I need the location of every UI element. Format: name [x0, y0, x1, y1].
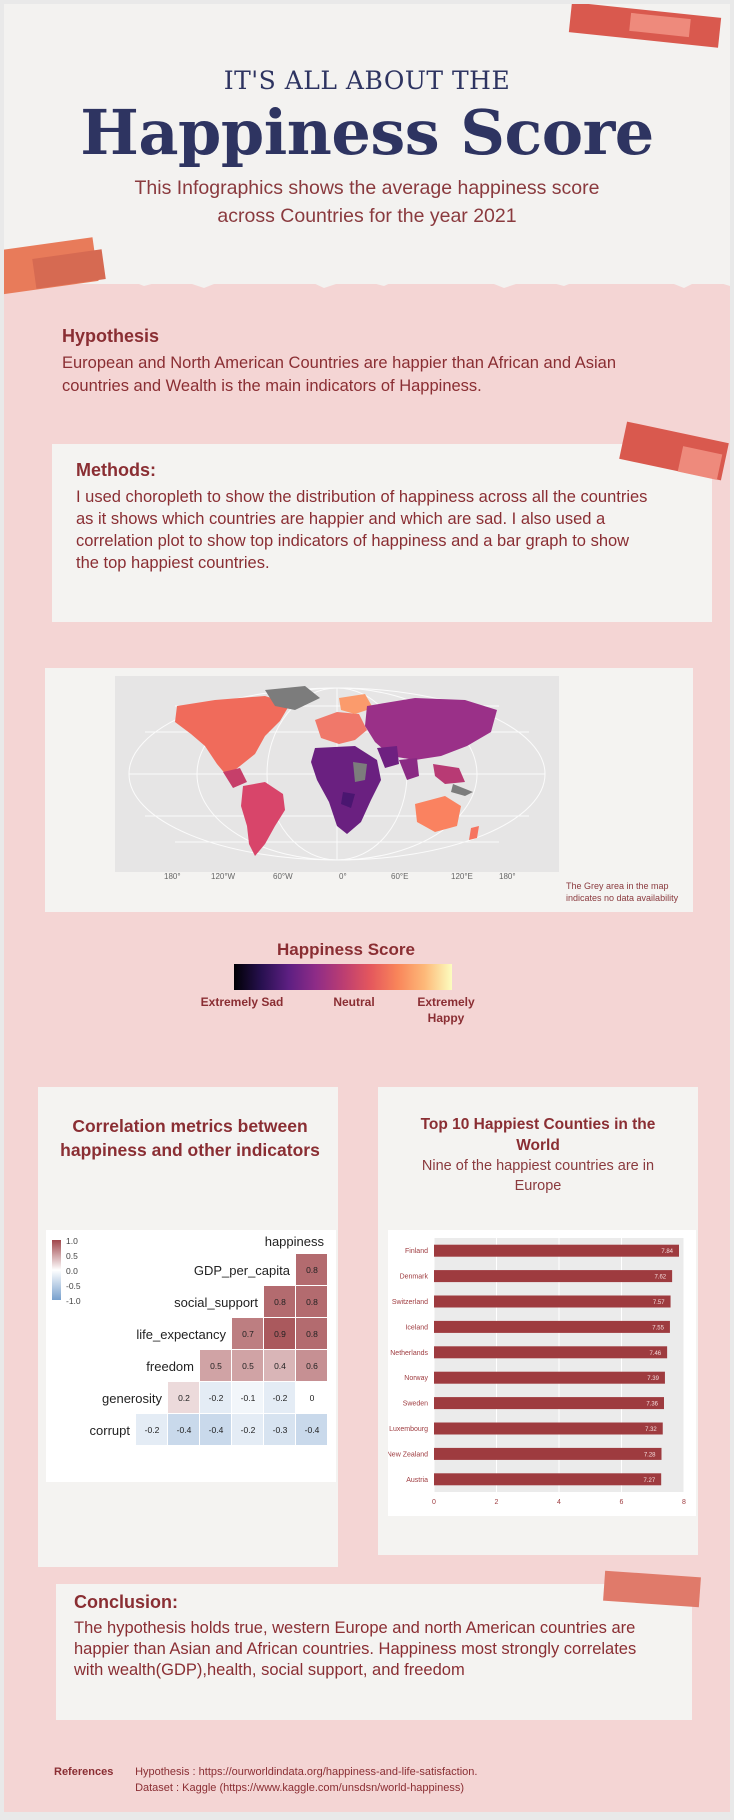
category-label: Luxembourg [389, 1426, 428, 1433]
torn-paper-edge [4, 266, 730, 300]
correlation-title: Correlation metrics between happiness and other indicators [60, 1116, 320, 1160]
legend-high-label: Extremely Happy [417, 995, 475, 1025]
references-block [54, 1764, 477, 1796]
longitude-tick: 60°E [391, 872, 409, 881]
heatmap-cell-value: -0.4 [208, 1425, 224, 1435]
category-label: Iceland [405, 1324, 428, 1332]
heatmap-cell-value: 0.8 [306, 1265, 318, 1275]
x-tick-label: 2 [494, 1499, 499, 1506]
bar-value-label: 7.28 [643, 1452, 656, 1459]
color-scale-bar [234, 964, 452, 990]
longitude-tick: 0° [339, 872, 347, 881]
heatmap-cell-value: -0.2 [272, 1393, 288, 1403]
longitude-tick: 120°W [211, 872, 236, 881]
heatmap-cell-value: -0.4 [304, 1425, 320, 1435]
variable-label: happiness [264, 1234, 324, 1249]
methods-heading: Methods: [76, 460, 156, 480]
heatmap-cell-value: 0.7 [242, 1329, 254, 1339]
category-label: Switzerland [391, 1299, 428, 1306]
longitude-tick: 180° [499, 872, 516, 881]
bar-value-label: 7.27 [643, 1477, 656, 1484]
correlation-color-scale [52, 1240, 61, 1300]
conclusion-body: The hypothesis holds true, western Europe and north American countries are happier than Asian and African countries. Happiness most strongly correlates with wealth(GDP),health, social support, and freedom [74, 1619, 637, 1679]
map-note: The Grey area in the map indicates no data availability [566, 881, 679, 903]
bar [434, 1346, 667, 1358]
scale-tick-label: 1.0 [66, 1236, 78, 1246]
x-tick-label: 6 [619, 1499, 624, 1506]
heatmap-cell-value: 0.8 [306, 1329, 318, 1339]
hypothesis-body: European and North American Countries are happier than African and Asian countries and Wealth is the main indicators of Happiness. [62, 354, 617, 395]
heatmap-cell-value: 0.4 [274, 1361, 286, 1371]
x-tick-label: 0 [432, 1499, 436, 1506]
bar-chart-plot [388, 1230, 696, 1516]
bar-value-label: 7.46 [649, 1350, 662, 1357]
world-map-svg [115, 676, 559, 872]
heatmap-cell-value: 0.5 [210, 1361, 222, 1371]
bar [434, 1245, 679, 1257]
longitude-tick: 180° [164, 872, 181, 881]
reference-dataset[interactable]: Dataset : Kaggle (https://www.kaggle.com/unsdsn/world-happiness) [135, 1782, 465, 1794]
correlation-plot [46, 1230, 336, 1482]
bar-value-label: 7.39 [647, 1376, 659, 1383]
choropleth-map [115, 676, 559, 872]
variable-label: GDP_per_capita [193, 1263, 290, 1278]
heatmap-cell-value: 0.2 [178, 1393, 190, 1403]
infographic-canvas [4, 4, 730, 1812]
conclusion-heading: Conclusion: [74, 1592, 178, 1612]
bar-chart-title: Top 10 Happiest Counties in the World [420, 1116, 656, 1154]
bar-chart-svg [388, 1230, 696, 1516]
bar [434, 1448, 662, 1460]
bar-value-label: 7.55 [652, 1325, 664, 1332]
heatmap-cell-value: 0.9 [274, 1329, 286, 1339]
category-label: Finland [405, 1248, 428, 1256]
longitude-tick: 120°E [451, 872, 473, 881]
reference-hypothesis[interactable]: Hypothesis : https://ourworldindata.org/happiness-and-life-satisfaction. [135, 1766, 478, 1778]
methods-body: I used choropleth to show the distribution of happiness across all the countries as it shows which countries are happier and which are sad. I also used a correlation plot to show top indicators of happiness and a bar graph to show the top happiest countries. [76, 488, 648, 572]
legend-low-label: Extremely Sad [200, 995, 284, 1009]
variable-label: life_expectancy [136, 1327, 226, 1342]
heatmap-cell-value: -0.4 [176, 1425, 192, 1435]
category-label: Denmark [399, 1273, 428, 1281]
longitude-axis [115, 870, 559, 886]
bar [434, 1372, 665, 1384]
correlation-heatmap-svg [46, 1230, 336, 1482]
bar [434, 1423, 663, 1435]
heatmap-cell-value: 0.5 [242, 1361, 254, 1371]
category-label: New Zealand [388, 1451, 428, 1459]
variable-label: social_support [174, 1295, 258, 1310]
category-label: Austria [406, 1476, 428, 1484]
bar-value-label: 7.36 [646, 1401, 658, 1408]
heatmap-cell-value: -0.2 [240, 1425, 256, 1435]
page-title: Happiness Score [80, 96, 654, 169]
heatmap-cell-value: -0.2 [208, 1393, 224, 1403]
scale-tick-label: 0.5 [66, 1251, 78, 1261]
x-tick-label: 4 [557, 1499, 561, 1506]
category-label: Norway [404, 1375, 428, 1383]
bar-value-label: 7.32 [645, 1427, 657, 1433]
variable-label: generosity [102, 1391, 162, 1406]
variable-label: corrupt [89, 1423, 130, 1438]
scale-tick-label: -0.5 [66, 1281, 81, 1291]
legend-title: Happiness Score [277, 940, 415, 959]
legend-mid-label: Neutral [333, 995, 375, 1009]
category-label: Sweden [402, 1400, 428, 1408]
heatmap-cell-value: 0.8 [274, 1297, 286, 1307]
bar [434, 1473, 661, 1485]
bar [434, 1397, 664, 1409]
bar-value-label: 7.84 [661, 1249, 673, 1256]
longitude-tick: 60°W [273, 872, 293, 881]
x-tick-label: 8 [682, 1499, 686, 1506]
heatmap-cell-value: -0.2 [144, 1425, 160, 1435]
header-kicker: IT'S ALL ABOUT THE [223, 66, 511, 95]
heatmap-cell-value: -0.1 [240, 1393, 256, 1403]
scale-tick-label: -1.0 [66, 1296, 81, 1306]
category-label: Netherlands [390, 1349, 428, 1357]
heatmap-cell-value: -0.3 [272, 1425, 288, 1435]
bar-value-label: 7.62 [654, 1274, 667, 1281]
references-label: References [54, 1766, 114, 1778]
bar-chart-subtitle: Nine of the happiest countries are in Europe [421, 1158, 655, 1194]
heatmap-cell-value: 0.6 [306, 1361, 318, 1371]
variable-label: freedom [146, 1359, 194, 1374]
hypothesis-heading: Hypothesis [62, 326, 160, 346]
bar-value-label: 7.57 [652, 1300, 665, 1306]
bar [434, 1321, 670, 1333]
bar [434, 1270, 672, 1282]
page-subtitle: This Infographics shows the average happiness score across Countries for the year 2021 [134, 177, 600, 227]
bar [434, 1296, 671, 1308]
heatmap-cell-value: 0 [309, 1393, 315, 1403]
heatmap-cell-value: 0.8 [306, 1297, 318, 1307]
region-africa-nodata [353, 762, 367, 782]
scale-tick-label: 0.0 [66, 1266, 78, 1276]
